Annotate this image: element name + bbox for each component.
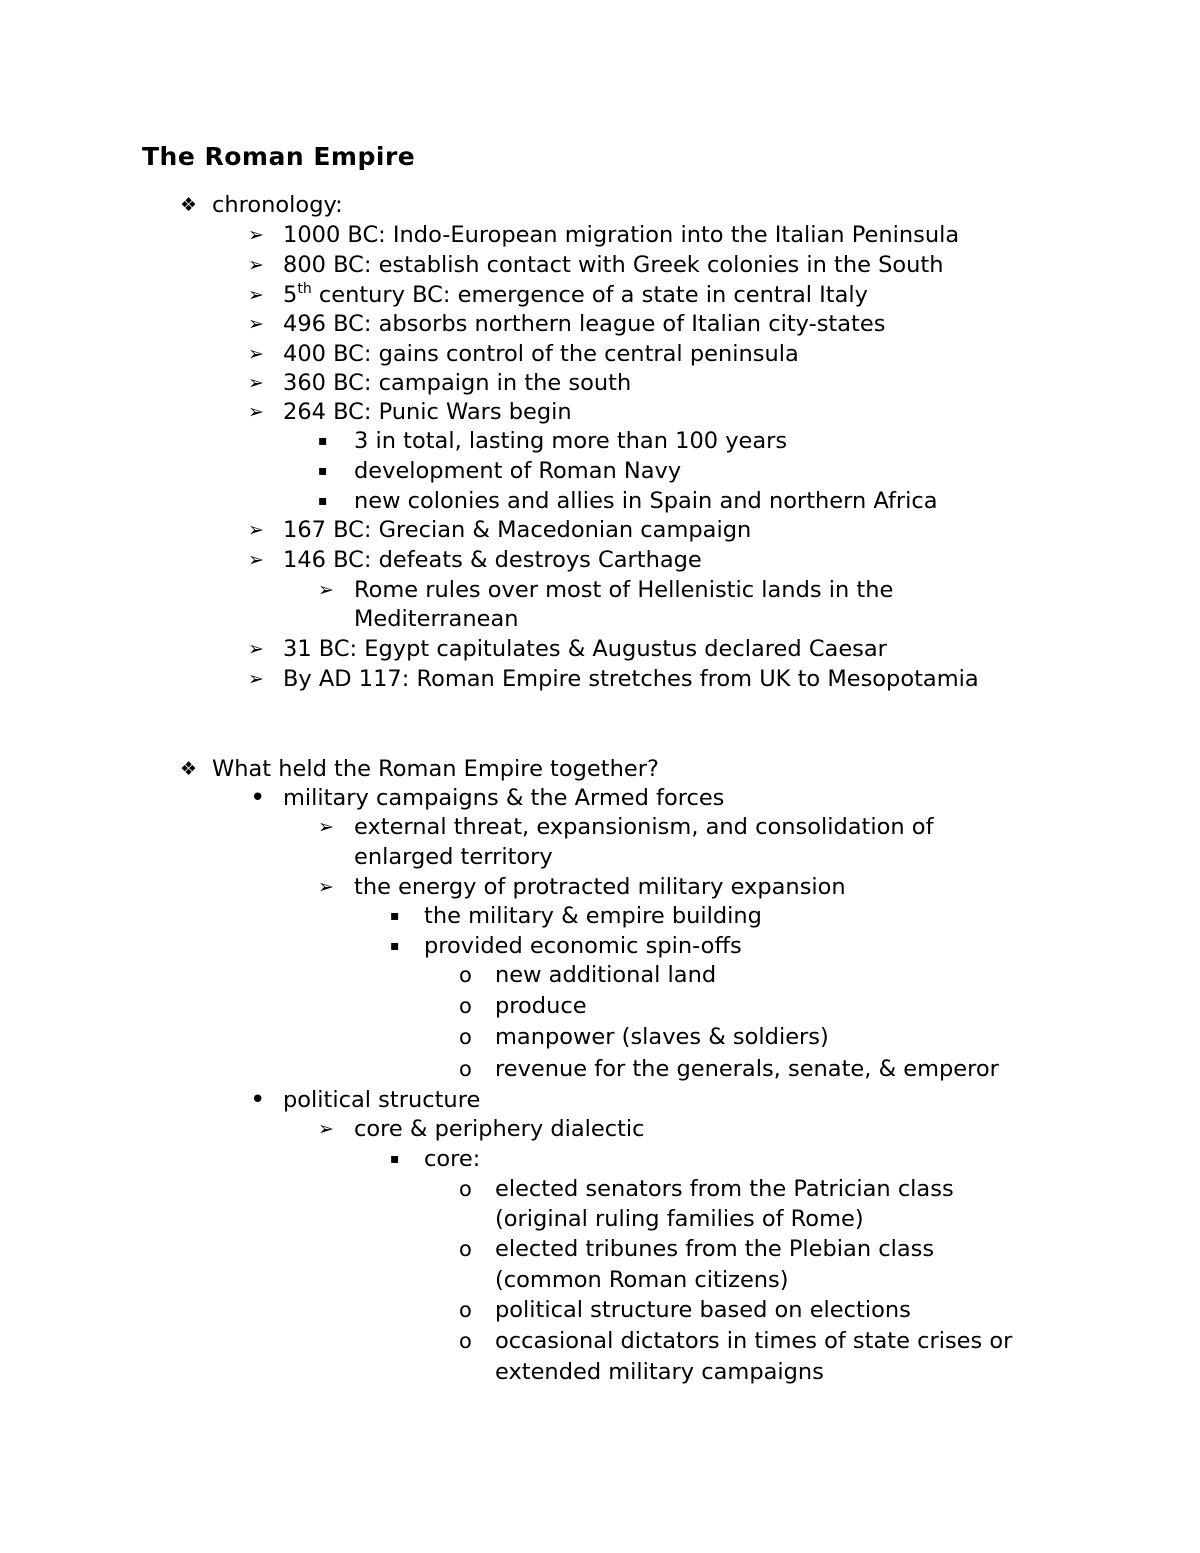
arrow-bullet-icon: ➢ [248, 519, 264, 541]
arrow-bullet-icon: ➢ [318, 1118, 334, 1140]
square-bullet-icon: ▪ [390, 908, 400, 924]
page-title: The Roman Empire [142, 142, 416, 171]
diamond-bullet-icon: ❖ [180, 758, 198, 780]
circle-bullet-icon: o [459, 994, 472, 1018]
circle-bullet-icon: o [459, 1057, 472, 1081]
arrow-bullet-icon: ➢ [318, 876, 334, 898]
arrow-bullet-icon: ➢ [248, 638, 264, 660]
dot-bullet-icon: • [250, 783, 266, 813]
circle-bullet-icon: o [459, 1298, 472, 1322]
arrow-bullet-icon: ➢ [248, 372, 264, 394]
diamond-bullet-icon: ❖ [180, 194, 198, 216]
circle-bullet-icon: o [459, 963, 472, 987]
arrow-bullet-icon: ➢ [248, 313, 264, 335]
arrow-bullet-icon: ➢ [318, 816, 334, 838]
square-bullet-icon: ▪ [390, 938, 400, 954]
circle-bullet-icon: o [459, 1025, 472, 1049]
circle-bullet-icon: o [459, 1177, 472, 1201]
square-bullet-icon: ▪ [318, 433, 328, 449]
square-bullet-icon: ▪ [318, 463, 328, 479]
arrow-bullet-icon: ➢ [318, 579, 334, 601]
arrow-bullet-icon: ➢ [248, 284, 264, 306]
arrow-bullet-icon: ➢ [248, 343, 264, 365]
arrow-bullet-icon: ➢ [248, 254, 264, 276]
circle-bullet-icon: o [459, 1329, 472, 1353]
square-bullet-icon: ▪ [390, 1151, 400, 1167]
square-bullet-icon: ▪ [318, 493, 328, 509]
arrow-bullet-icon: ➢ [248, 668, 264, 690]
arrow-bullet-icon: ➢ [248, 401, 264, 423]
arrow-bullet-icon: ➢ [248, 549, 264, 571]
dot-bullet-icon: • [250, 1085, 266, 1115]
arrow-bullet-icon: ➢ [248, 224, 264, 246]
circle-bullet-icon: o [459, 1237, 472, 1261]
